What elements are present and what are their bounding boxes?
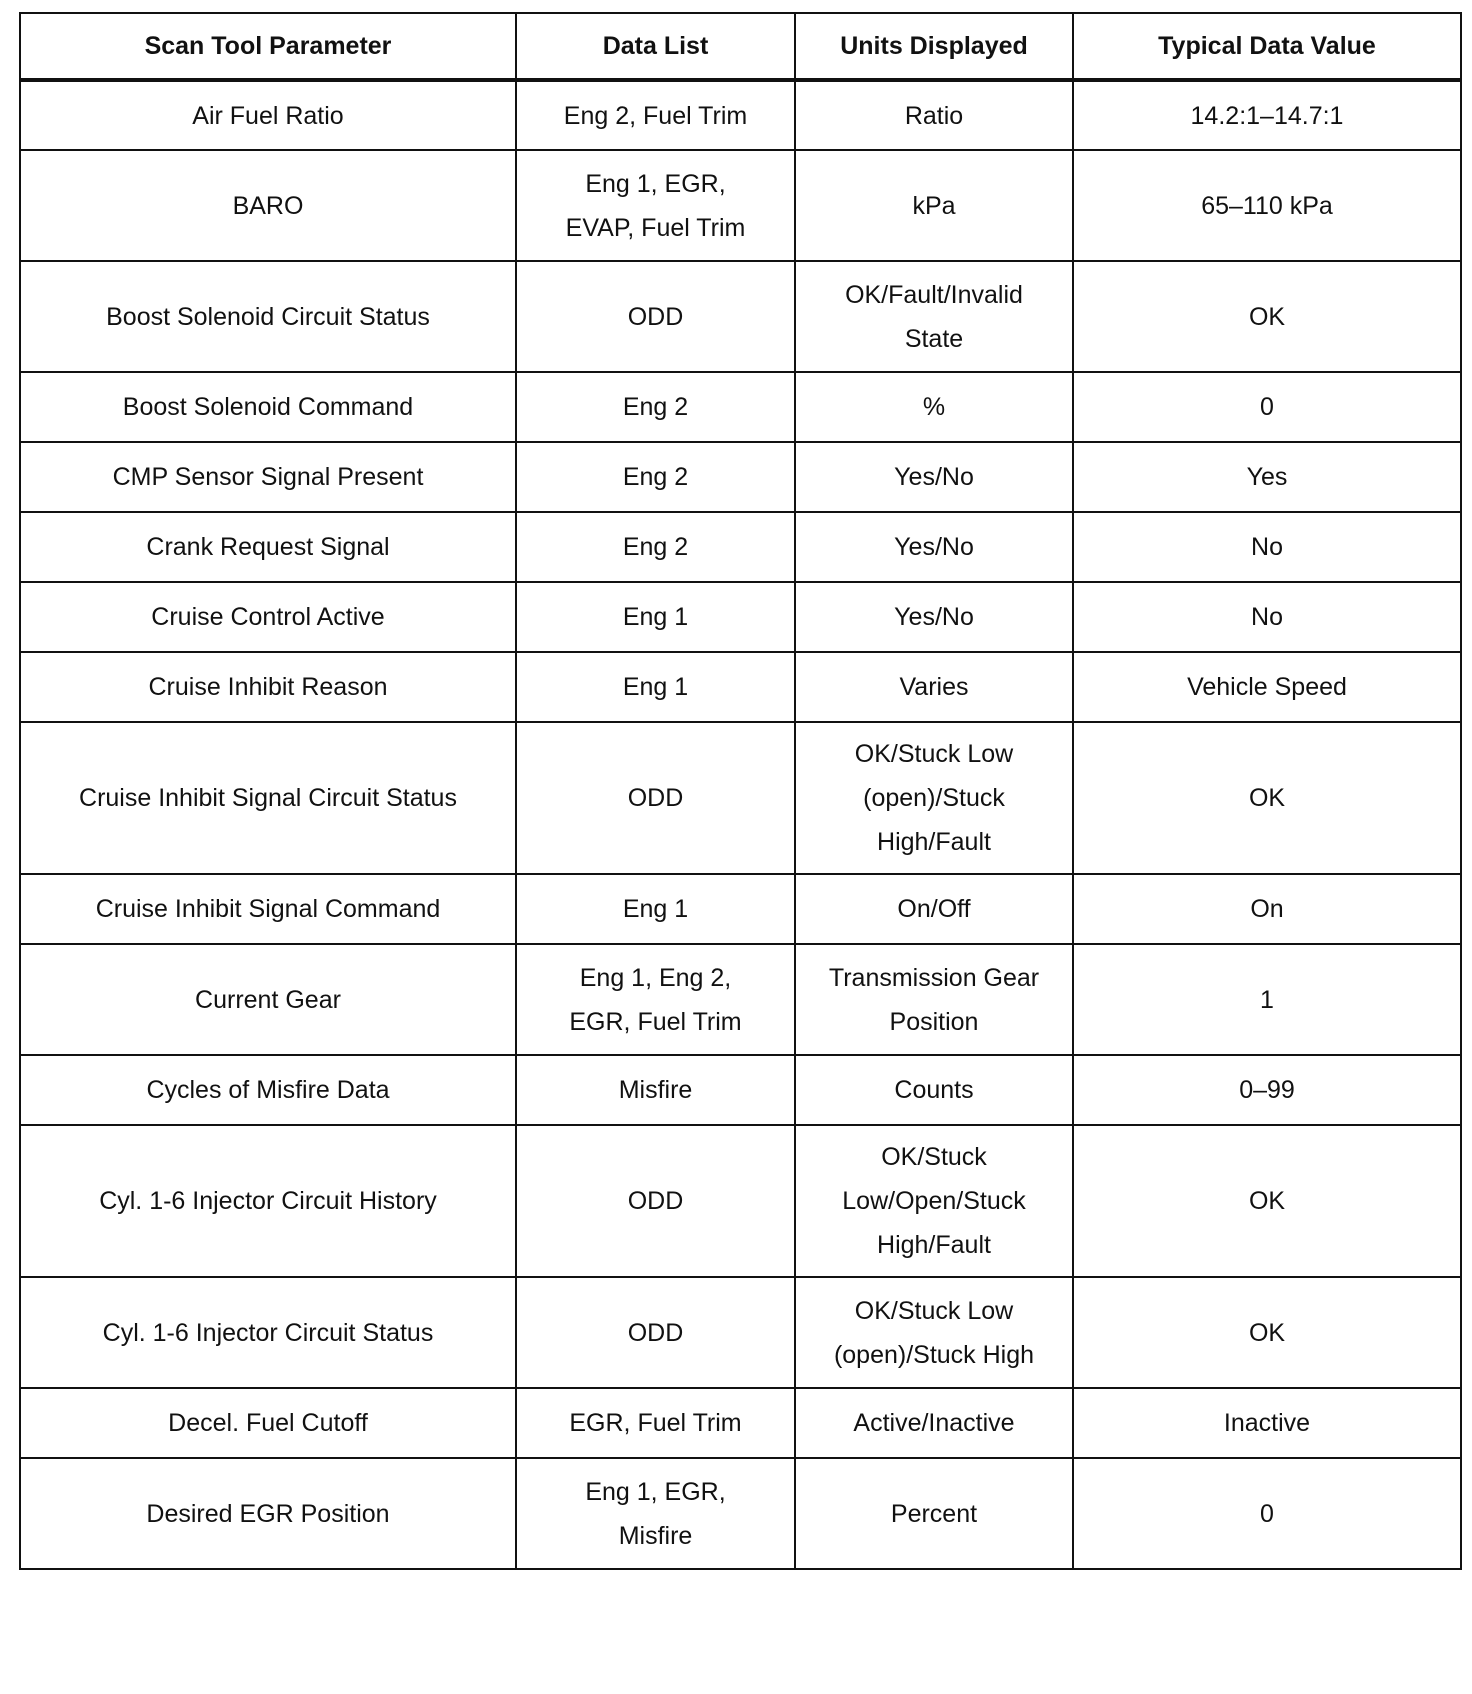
cell-data-list: Eng 1: [516, 582, 795, 652]
table-row: [20, 442, 1461, 512]
cell-typical-value: 0: [1073, 1458, 1461, 1569]
table-row: [20, 652, 1461, 722]
cell-typical-value: No: [1073, 512, 1461, 582]
cell-typical-value: No: [1073, 582, 1461, 652]
cell-typical-value: Inactive: [1073, 1388, 1461, 1458]
table-row: [20, 1125, 1461, 1277]
cell-units: OK/Stuck Low/Open/Stuck High/Fault: [795, 1125, 1073, 1277]
cell-typical-value: OK: [1073, 1125, 1461, 1277]
cell-data-list: Eng 2: [516, 442, 795, 512]
cell-units: OK/Fault/Invalid State: [795, 261, 1073, 372]
table-row: [20, 1388, 1461, 1458]
cell-data-list: Eng 2, Fuel Trim: [516, 80, 795, 150]
cell-parameter: Desired EGR Position: [20, 1458, 516, 1569]
table-row: [20, 512, 1461, 582]
cell-typical-value: 65–110 kPa: [1073, 150, 1461, 261]
cell-units: OK/Stuck Low (open)/Stuck High: [795, 1277, 1073, 1388]
table-row: [20, 150, 1461, 261]
cell-parameter: Cyl. 1-6 Injector Circuit Status: [20, 1277, 516, 1388]
cell-units: Percent: [795, 1458, 1073, 1569]
cell-data-list: Misfire: [516, 1055, 795, 1125]
header-scan-tool-parameter: Scan Tool Parameter: [20, 13, 516, 80]
cell-data-list: Eng 2: [516, 512, 795, 582]
cell-parameter: Cruise Inhibit Signal Circuit Status: [20, 722, 516, 874]
cell-units: Counts: [795, 1055, 1073, 1125]
header-units-displayed: Units Displayed: [795, 13, 1073, 80]
cell-parameter: BARO: [20, 150, 516, 261]
cell-typical-value: OK: [1073, 261, 1461, 372]
cell-typical-value: On: [1073, 874, 1461, 944]
header-data-list: Data List: [516, 13, 795, 80]
table-row: [20, 944, 1461, 1055]
table-row: [20, 261, 1461, 372]
cell-parameter: Boost Solenoid Circuit Status: [20, 261, 516, 372]
cell-data-list: ODD: [516, 722, 795, 874]
table-row: [20, 722, 1461, 874]
cell-data-list: Eng 1: [516, 652, 795, 722]
cell-data-list: Eng 2: [516, 372, 795, 442]
cell-parameter: CMP Sensor Signal Present: [20, 442, 516, 512]
header-row: [20, 13, 1461, 80]
cell-typical-value: 0–99: [1073, 1055, 1461, 1125]
cell-typical-value: 1: [1073, 944, 1461, 1055]
cell-parameter: Crank Request Signal: [20, 512, 516, 582]
cell-units: Transmission Gear Position: [795, 944, 1073, 1055]
table-row: [20, 80, 1461, 150]
cell-data-list: ODD: [516, 261, 795, 372]
cell-typical-value: 14.2:1–14.7:1: [1073, 80, 1461, 150]
cell-units: Ratio: [795, 80, 1073, 150]
cell-units: OK/Stuck Low (open)/Stuck High/Fault: [795, 722, 1073, 874]
cell-data-list: ODD: [516, 1125, 795, 1277]
cell-data-list: Eng 1, Eng 2, EGR, Fuel Trim: [516, 944, 795, 1055]
cell-parameter: Cruise Inhibit Reason: [20, 652, 516, 722]
table-row: [20, 1458, 1461, 1569]
cell-units: Varies: [795, 652, 1073, 722]
cell-units: Yes/No: [795, 582, 1073, 652]
cell-typical-value: Yes: [1073, 442, 1461, 512]
cell-parameter: Cyl. 1-6 Injector Circuit History: [20, 1125, 516, 1277]
cell-units: Yes/No: [795, 512, 1073, 582]
header-typical-data-value: Typical Data Value: [1073, 13, 1461, 80]
cell-typical-value: OK: [1073, 1277, 1461, 1388]
table-row: [20, 372, 1461, 442]
cell-parameter: Cycles of Misfire Data: [20, 1055, 516, 1125]
cell-units: Active/Inactive: [795, 1388, 1073, 1458]
cell-typical-value: 0: [1073, 372, 1461, 442]
cell-parameter: Decel. Fuel Cutoff: [20, 1388, 516, 1458]
cell-data-list: Eng 1: [516, 874, 795, 944]
cell-typical-value: OK: [1073, 722, 1461, 874]
cell-data-list: ODD: [516, 1277, 795, 1388]
cell-units: %: [795, 372, 1073, 442]
table-row: [20, 874, 1461, 944]
cell-units: Yes/No: [795, 442, 1073, 512]
cell-units: On/Off: [795, 874, 1073, 944]
cell-data-list: Eng 1, EGR, EVAP, Fuel Trim: [516, 150, 795, 261]
cell-typical-value: Vehicle Speed: [1073, 652, 1461, 722]
table-row: [20, 1055, 1461, 1125]
scan-tool-data-table: [19, 12, 1462, 1570]
cell-parameter: Air Fuel Ratio: [20, 80, 516, 150]
cell-parameter: Cruise Control Active: [20, 582, 516, 652]
cell-data-list: EGR, Fuel Trim: [516, 1388, 795, 1458]
cell-parameter: Current Gear: [20, 944, 516, 1055]
cell-parameter: Boost Solenoid Command: [20, 372, 516, 442]
table-row: [20, 1277, 1461, 1388]
cell-units: kPa: [795, 150, 1073, 261]
cell-data-list: Eng 1, EGR, Misfire: [516, 1458, 795, 1569]
cell-parameter: Cruise Inhibit Signal Command: [20, 874, 516, 944]
table-row: [20, 582, 1461, 652]
